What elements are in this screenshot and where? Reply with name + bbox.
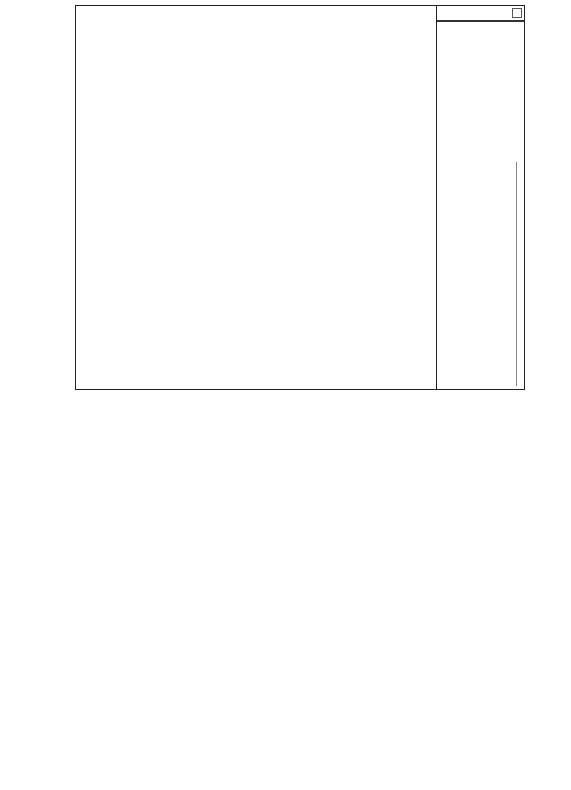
trade-list <box>437 21 524 22</box>
scrollbar[interactable] <box>516 162 523 386</box>
chart-svg <box>76 6 436 389</box>
intraday-chart <box>76 6 437 389</box>
quote-title <box>437 6 524 21</box>
quote-panel <box>437 6 524 389</box>
close-icon[interactable] <box>512 8 522 18</box>
figure-frame <box>75 5 525 390</box>
